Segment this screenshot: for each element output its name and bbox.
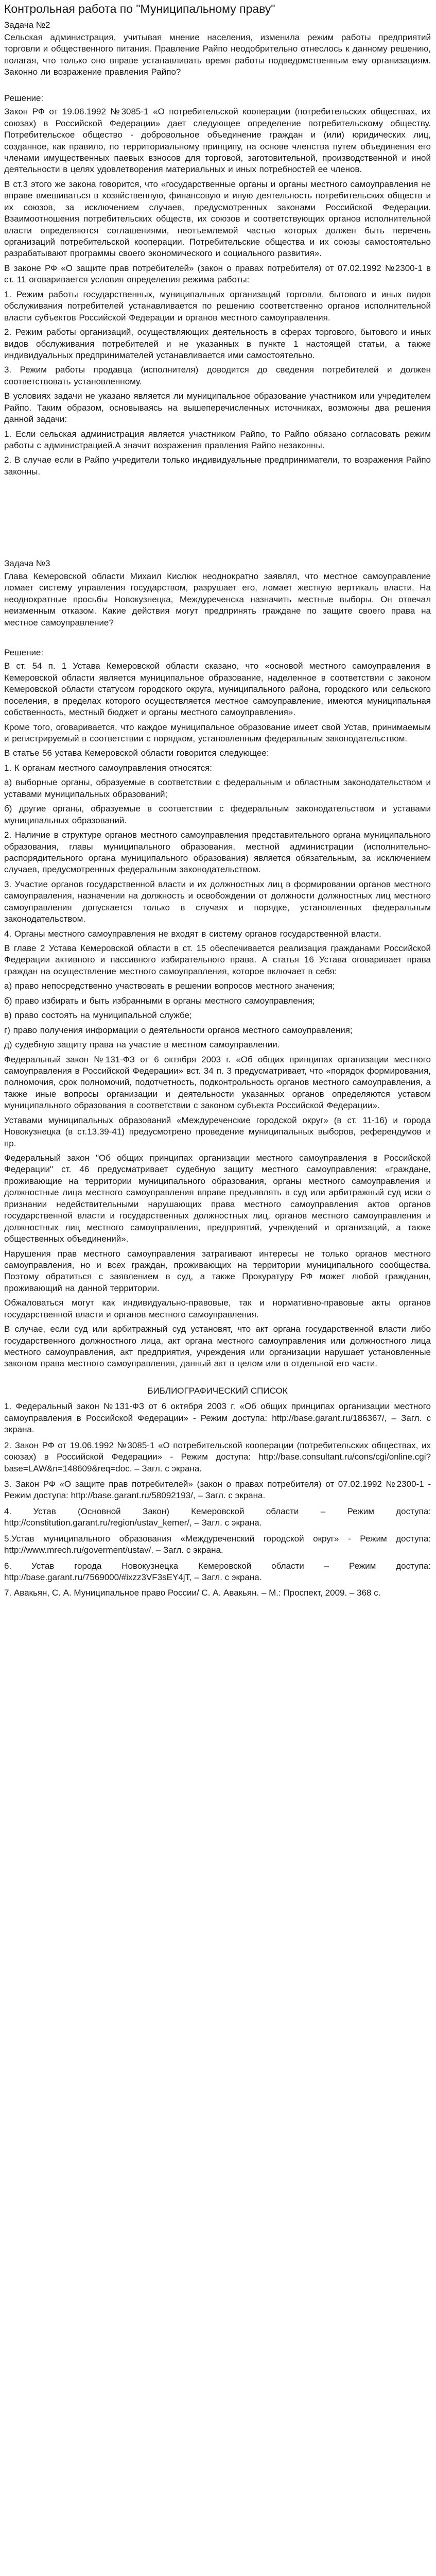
paragraph: г) право получения информации о деятельности органов местного самоуправления;	[4, 1025, 353, 1035]
paragraph: б) другие органы, образуемые в соответствии с федеральным законодательством и уставами муниципальных образований.	[4, 804, 431, 825]
task-3-solution	[4, 660, 431, 1370]
task-2-section	[4, 20, 431, 478]
paragraph: В условиях задачи не указано является ли муниципальное образование участником или учредителем Райпо. Таким образом, основываясь на вышеперечисленных источниках, возможны два решения данной задачи:	[4, 391, 431, 425]
bibliography-item: 2. Закон РФ от 19.06.1992 №3085-1 «О потребительской кооперации (потребительских обществах, их союзах) в Российской Федерации» - Режим доступа: http://base.consultant.ru/cons/cgi/online.cgi?base=LAW&n=148609&req=doc. – Загл. с экрана.	[4, 1440, 431, 1473]
paragraph: Обжаловаться могут как индивидуально-правовые, так и нормативно-правовые акты органов государственной власти и органов местного самоуправления.	[4, 1298, 431, 1319]
task-3-label: Задача №3	[4, 558, 50, 569]
paragraph: 2. В случае если в Райпо учредители только индивидуальные предприниматели, то возражения Райпо законны.	[4, 455, 431, 477]
paragraph: 3. Участие органов государственной власти и их должностных лиц в формировании органов местного самоуправления, назначении на должность и освобождении от должности должностных лиц местного самоуправления допускается только в случаях и порядке, установленных федеральным законодательством.	[4, 879, 431, 924]
paragraph: В ст. 54 п. 1 Устава Кемеровской области сказано, что «основой местного самоуправления в Кемеровской области является муниципальное образование, наделенное в соответствии с законом Кемеровской области статусом городского округа, муниципального района, городского или сельского поселения, в пределах которого осуществляется местное самоуправление, имеются муниципальная собственность, местный бюджет и органы местного самоуправления».	[4, 661, 431, 718]
paragraph: б) право избирать и быть избранными в органы местного самоуправления;	[4, 995, 315, 1006]
paragraph: В законе РФ «О защите прав потребителей» (закон о правах потребителя) от 07.02.1992 №2300-1 в ст. 11 оговаривается условия определения режима работы:	[4, 263, 431, 285]
bibliography-item: 3. Закон РФ «О защите прав потребителей» (закон о правах потребителя) от 07.02.1992 №2300-1 - Режим доступа: http://base.garant.ru/58092193/, – Загл. с экрана.	[4, 1479, 431, 1501]
bibliography-title: БИБЛИОГРАФИЧЕСКИЙ СПИСОК	[147, 1385, 288, 1396]
bibliography-item: 6. Устав города Новокузнецка Кемеровской области – Режим доступа: http://base.garant.ru/7569000/#ixzz3VF3sEY4jT, – Загл. с экрана.	[4, 1561, 431, 1583]
task-2-condition: Сельская администрация, учитывая мнение населения, изменила режим работы предприятий торговли и общественного питания. Правление Райпо неодобрительно отнеслось к данному решению, полагая, что только оно вправе устанавливать время работы подведомственным ему организациям. Законно ли возражение правления Райпо?	[4, 32, 431, 77]
paragraph: Нарушения прав местного самоуправления затрагивают интересы не только органов местного самоуправления, но и всех граждан, проживающих на территории муниципального сообщества. Поэтому обратиться с заявлением в суд, а также Прокуратуру РФ может любой гражданин, проживающий на данной территории.	[4, 1248, 431, 1293]
paragraph: 1. Если сельская администрация является участником Райпо, то Райпо обязано согласовать режим работы с администрацией.А значит возражения правления Райпо незаконны.	[4, 429, 431, 451]
bibliography-item: 1. Федеральный закон №131-ФЗ от 6 октября 2003 г. «Об общих принципах организации местного самоуправления в Российской Федерации» - Режим доступа: http://base.garant.ru/186367/, – Загл. с экрана.	[4, 1401, 431, 1435]
paragraph: а) право непосредственно участвовать в решении вопросов местного значения;	[4, 981, 335, 991]
bibliography-section	[4, 1385, 431, 1599]
paragraph: 2. Режим работы организаций, осуществляющих деятельность в сферах торгового, бытового и иных видов обслуживания потребителей и не указанных в пункте 1 настоящей статьи, а также индивидуальных предпринимателей устанавливается ими самостоятельно.	[4, 327, 431, 360]
paragraph: В статье 56 устава Кемеровской области говорится следующее:	[4, 748, 269, 758]
paragraph: в) право состоять на муниципальной службе;	[4, 1010, 192, 1021]
paragraph: а) выборные органы, образуемые в соответствии с федеральным и областным законодательством и уставами муниципальных образований;	[4, 777, 431, 799]
paragraph: Федеральный закон №131-ФЗ от 6 октября 2003 г. «Об общих принципах организации местного самоуправления в Российской Федерации» вст. 34 п. 3 предусматривает, что «порядок формирования, полномочия, срок полномочий, подотчетность, подконтрольность органов местного самоуправления, а также иные вопросы организации и деятельности указанных органов определяются уставом муниципального образования в соответствии с законом субъекта Российской Федерации».	[4, 1054, 431, 1111]
paragraph: В ст.3 этого же закона говорится, что «государственные органы и органы местного самоуправления не вправе вмешиваться в хозяйственную, финансовую и иную деятельность потребительских обществ и их союзов, за исключением случаев, предусмотренных законами Российской Федерации. Взаимоотношения потребительских обществ, их союзов и соответствующих органов исполнительной власти определяются соглашениями, неотъемлемой частью которых должен быть перечень организаций потребительской кооперации. Потребительские общества и их союзы самостоятельно разрабатывают программы своего экономического и социального развития».	[4, 179, 431, 259]
task-3-section	[4, 558, 431, 1370]
page-title: Контрольная работа по "Муниципальному праву"	[4, 2, 275, 15]
paragraph: В главе 2 Устава Кемеровской области в ст. 15 обеспечивается реализация гражданами Российской Федерации активного и пассивного избирательного права. А статья 16 Устава оговаривает права граждан на осуществление местного самоуправления, которое включает в себя:	[4, 943, 431, 976]
paragraph: 2. Наличие в структуре органов местного самоуправления представительного органа муниципального образования, главы муниципального образования, местной администрации (исполнительно-распорядительного органа муниципального образования) является обязательным, за исключением случаев, предусмотренных федеральным законодательством.	[4, 830, 431, 875]
paragraph: 1. Режим работы государственных, муниципальных организаций торговли, бытового и иных видов обслуживания потребителей устанавливается по решению соответственно органов исполнительной власти субъектов Российской Федерации и органов местного самоуправления.	[4, 289, 431, 323]
task-2-label: Задача №2	[4, 20, 50, 30]
bibliography-list	[4, 1401, 431, 1599]
bibliography-item: 4. Устав (Основной Закон) Кемеровской области – Режим доступа: http://constitution.garant.ru/region/ustav_kemer/, – Загл. с экрана.	[4, 1506, 431, 1528]
task-3-solution-label: Решение:	[4, 647, 44, 657]
paragraph: 4. Органы местного самоуправления не входят в систему органов государственной власти.	[4, 928, 381, 939]
paragraph: 3. Режим работы продавца (исполнителя) доводится до сведения потребителей и должен соответствовать установленному.	[4, 365, 431, 386]
task-2-solution	[4, 106, 431, 478]
paragraph: Уставами муниципальных образований «Междуреченские городской округ» (в ст. 11-16) и города Новокузнецка (в ст.13,39-41) предусмотрено проведение муниципальных выборов, референдумов и пр.	[4, 1115, 431, 1148]
bibliography-item: 7. Авакьян, С. А. Муниципальное право России/ С. А. Авакьян. – М.: Проспект, 2009. – 368 с.	[4, 1588, 381, 1598]
task-3-condition: Глава Кемеровской области Михаил Кислюк неоднократно заявлял, что местное самоуправление ломает систему управления государством, разрушает его, ломает жесткую вертикаль власти. На неоднократные просьбы Новокузнецка, Междуреченска назначить местные выборы. Он отвечал неизменным отказом. Какие действия могут предпринять граждане по защите своего права на местное самоуправление?	[4, 571, 431, 628]
paragraph: Закон РФ от 19.06.1992 №3085-1 «О потребительской кооперации (потребительских обществах, их союзах) в Российской Федерации» дает следующее определение потребительскому обществу. Потребительское общество - добровольное объединение граждан и (или) юридических лиц, созданное, как правило, по территориальному принципу, на основе членства путем объединения его членами имущественных паевых взносов для торговой, заготовительной, производственной и иной деятельности в целях удовлетворения материальных и иных потребностей ее членов.	[4, 107, 431, 175]
paragraph: В случае, если суд или арбитражный суд установят, что акт органа государственной власти либо государственного должностного лица, акт органа местного самоуправления или должностного лица местного самоуправления, акт предприятия, учреждения или организации нарушает установленные законом права местного самоуправления, данный акт в целом или в отдельной его части.	[4, 1324, 431, 1369]
bibliography-item: 5.Устав муниципального образования «Междуреченский городской округ» - Режим доступа: http://www.mrech.ru/goverment/ustav/. – Загл. с экрана.	[4, 1533, 431, 1555]
paragraph: Федеральный закон "Об общих принципах организации местного самоуправления в Российской Федерации" ст. 46 предусматривает судебную защиту местного самоуправления: «граждане, проживающие на территории муниципального образования, органы местного самоуправления и должностные лица местного самоуправления вправе предъявлять в суд или арбитражный суд иски о признании недействительными нарушающих права местного самоуправления актов органов государственной власти и государственных должностных лиц, органов местного самоуправления и должностных лиц местного самоуправления, предприятий, учреждений и организаций, а также общественных объединений».	[4, 1153, 431, 1244]
paragraph: д) судебную защиту права на участие в местном самоуправлении.	[4, 1040, 280, 1050]
task-2-solution-label: Решение:	[4, 93, 44, 103]
paragraph: Кроме того, оговаривается, что каждое муниципальное образование имеет свой Устав, принимаемым и регистрируемый в соответствии с порядком, установленным федеральным законодательством.	[4, 722, 431, 744]
paragraph: 1. К органам местного самоуправления относятся:	[4, 762, 213, 773]
